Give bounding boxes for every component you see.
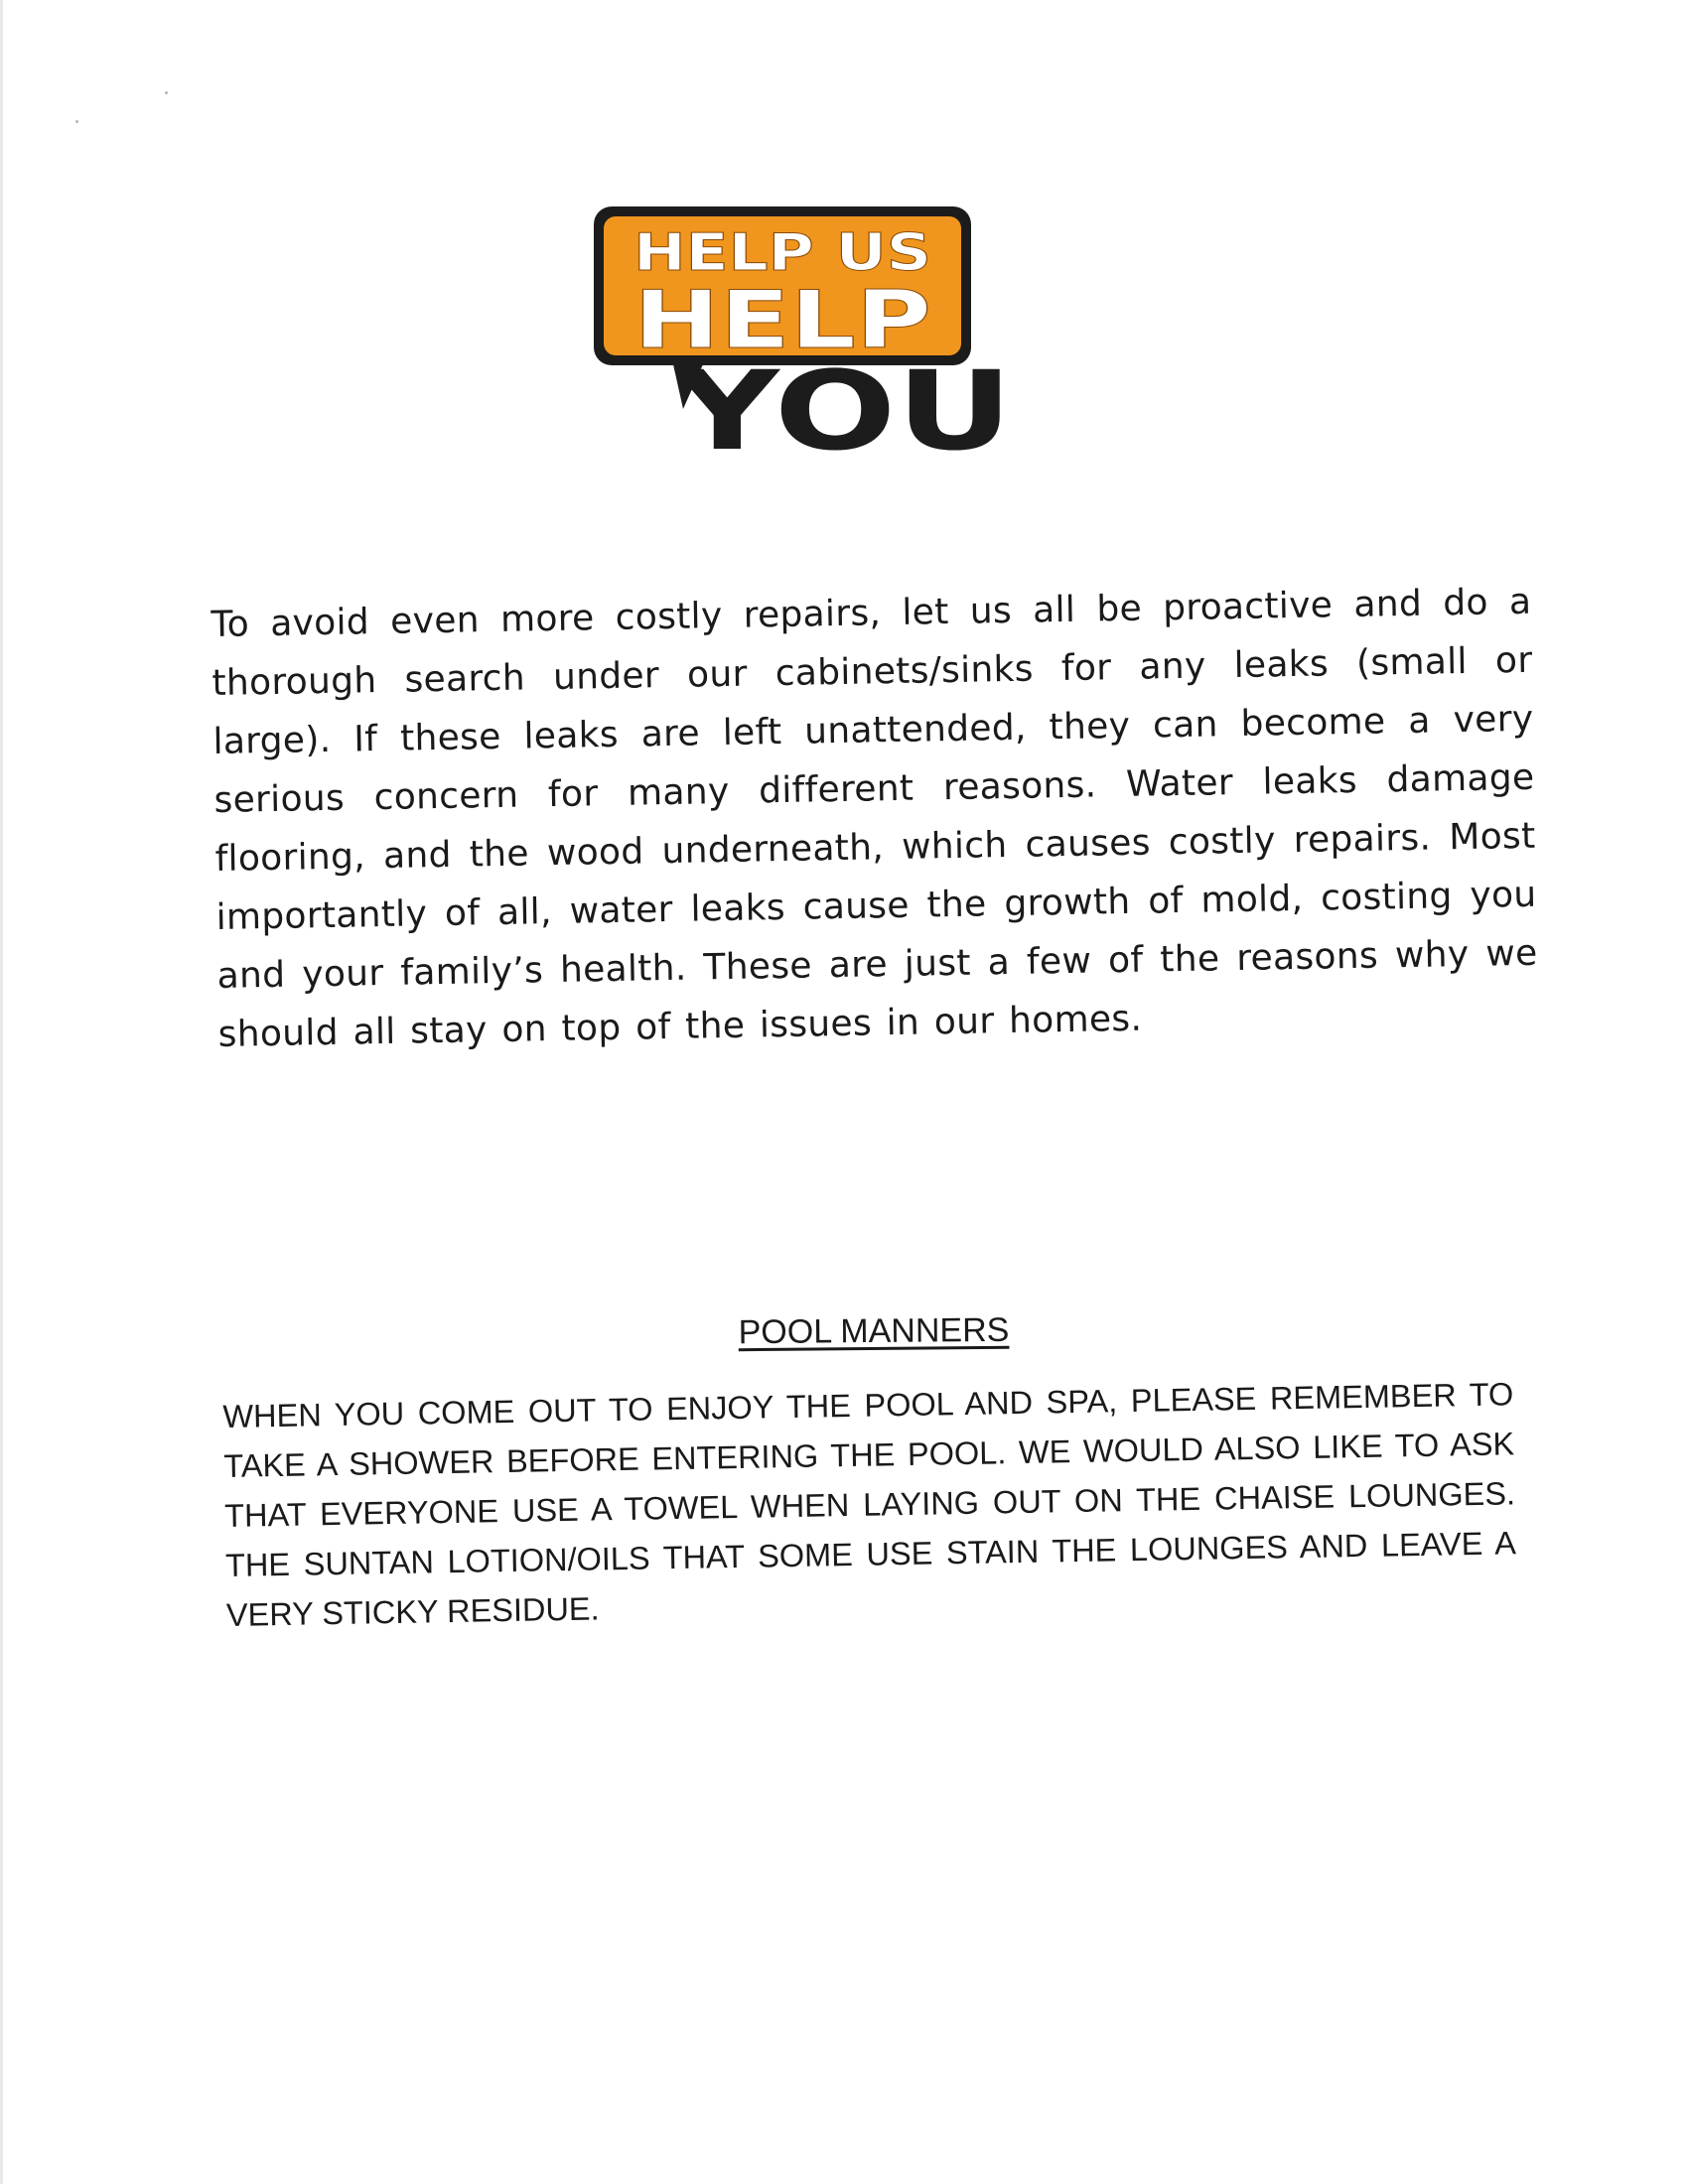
logo-line-help-us: HELP US [633,223,931,283]
pool-manners-paragraph: WHEN YOU COME OUT TO ENJOY THE POOL AND SPA, PLEASE REMEMBER TO TAKE A SHOWER BEFORE ENTERING THE POOL. WE WOULD ALSO LIKE TO ASK THAT EVERYONE USE A TOWEL WHEN LAYING OUT ON THE CHAISE LOUNGES. THE SUNTAN LOTION/OILS THAT SOME USE STAIN THE LOUNGES AND LEAVE A VERY STICKY RESIDUE. [222,1376,1517,1633]
scan-edge [0,0,3,2184]
intro-paragraph: To avoid even more costly repairs, let us all be proactive and do a thorough search under our cabinets/sinks for any leaks (small or large). If these leaks are left unattended, they can become a very serious concern for many different reasons. Water leaks damage flooring, and the wood underneath, which causes costly repairs. Most importantly of all, water leaks cause the growth of mold, costing you and your family’s health. These are just a few of the reasons why we should all stay on top of the issues in our homes. [211,581,1538,1055]
scan-speck [165,91,168,94]
logo-line-help: HELP [633,274,931,366]
logo-line-you: YOU [672,347,1013,457]
help-us-help-you-logo [556,189,1182,457]
scan-speck [75,120,78,123]
speech-bubble-logo-graphic [556,189,1182,457]
pool-manners-heading: POOL MANNERS [738,1310,1010,1352]
